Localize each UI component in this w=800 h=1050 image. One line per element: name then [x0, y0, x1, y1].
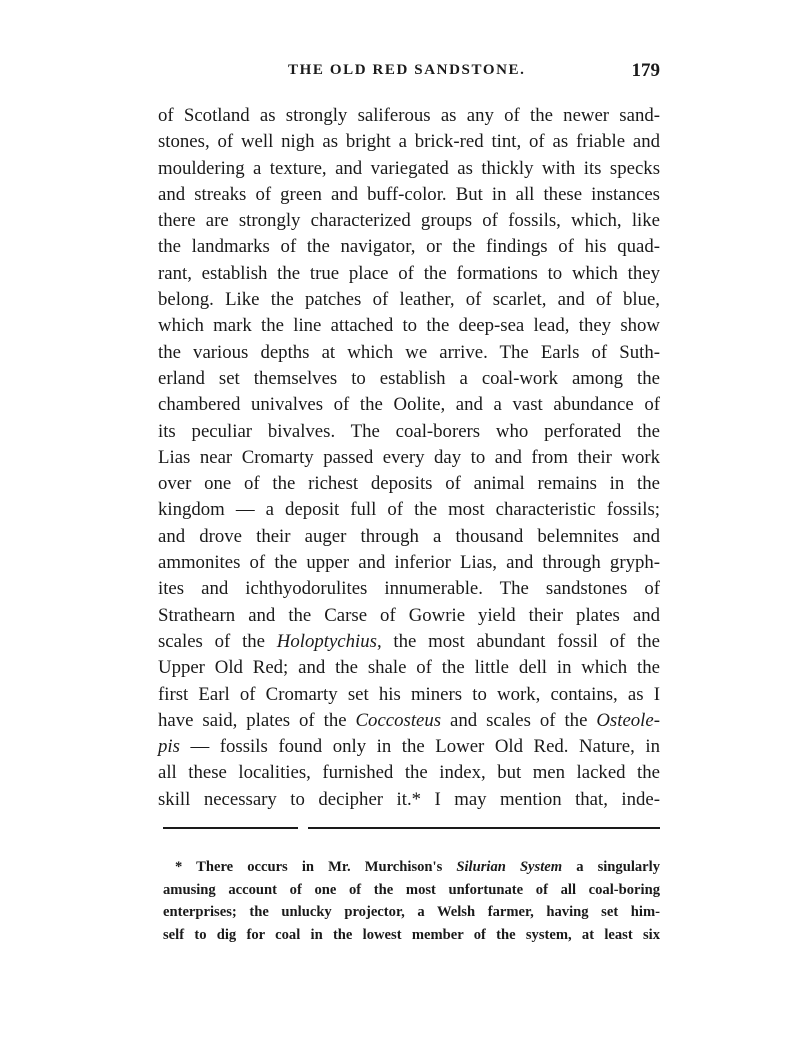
body-line: stones, of well nigh as bright a brick-red tint, of as friable and — [158, 131, 660, 153]
italic-term: pis — [158, 736, 180, 758]
body-line: and drove their auger through a thousand belemnites and — [158, 525, 660, 547]
footnote-separator — [163, 827, 660, 829]
body-line: Lias near Cromarty passed every day to and from their work — [158, 446, 660, 468]
body-line: the landmarks of the navigator, or the findings of his quad- — [158, 236, 660, 258]
running-head — [158, 62, 660, 88]
body-line: rant, establish the true place of the formations to which they — [158, 262, 660, 284]
body-line: all these localities, furnished the index, but men lacked the — [158, 762, 660, 784]
body-line: kingdom — a deposit full of the most characteristic fossils; — [158, 499, 660, 521]
footnote — [163, 856, 660, 946]
footnote-line — [163, 856, 660, 879]
text-run: a singularly — [562, 859, 661, 875]
text-run: , the most abundant fossil of the — [376, 630, 660, 652]
text-run: have said, plates of the — [158, 709, 356, 731]
body-line: and streaks of green and buff-color. But in all these instances — [158, 183, 660, 205]
footnote-line: enterprises; the unlucky projector, a Welsh farmer, having set him- — [163, 904, 660, 920]
body-line — [158, 708, 660, 734]
body-line: first Earl of Cromarty set his miners to work, contains, as I — [158, 683, 660, 705]
body-line: over one of the richest deposits of animal remains in the — [158, 473, 660, 495]
body-line: the various depths at which we arrive. The Earls of Suth- — [158, 341, 660, 363]
body-line: chambered univalves of the Oolite, and a vast abundance of — [158, 394, 660, 416]
page-number: 179 — [631, 60, 660, 81]
body-line: ammonites of the upper and inferior Lias, and through gryph- — [158, 552, 660, 574]
footnote-line: amusing account of one of the most unfortunate of all coal-boring — [163, 881, 660, 898]
italic-term: Silurian System — [456, 859, 563, 875]
italic-term: Coccosteus — [355, 709, 442, 731]
body-line — [158, 629, 660, 655]
separator-rule-long — [308, 827, 660, 829]
italic-term: Osteole- — [596, 709, 660, 731]
body-text — [158, 103, 660, 813]
body-line: its peculiar bivalves. The coal-borers who perforated the — [158, 420, 660, 442]
body-line: ites and ichthyodorulites innumerable. The sandstones of — [158, 578, 660, 600]
body-line: Upper Old Red; and the shale of the little dell in which the — [158, 657, 660, 679]
body-line: Strathearn and the Carse of Gowrie yield their plates and — [158, 604, 660, 626]
text-run: and scales of the — [441, 709, 597, 731]
footnote-line: self to dig for coal in the lowest member of the system, at least six — [163, 926, 660, 943]
text-run: — fossils found only in the Lower Old Red. Nature, in — [179, 736, 660, 758]
italic-term: Holoptychius — [276, 630, 377, 652]
body-line: mouldering a texture, and variegated as thickly with its specks — [158, 157, 660, 179]
body-line: which mark the line attached to the deep-sea lead, they show — [158, 315, 660, 337]
body-line: belong. Like the patches of leather, of scarlet, and of blue, — [158, 289, 660, 311]
running-head-title: THE OLD RED SANDSTONE. — [288, 62, 526, 78]
body-line: skill necessary to decipher it.* I may mention that, inde- — [158, 788, 660, 810]
separator-rule-short — [163, 827, 298, 829]
body-line — [158, 734, 660, 760]
text-run: * There occurs in Mr. Murchison's — [175, 859, 457, 875]
text-run: scales of the — [158, 630, 277, 652]
body-line: there are strongly characterized groups of fossils, which, like — [158, 210, 660, 232]
body-line: of Scotland as strongly saliferous as any of the newer sand- — [158, 105, 660, 126]
body-line: erland set themselves to establish a coal-work among the — [158, 367, 660, 389]
